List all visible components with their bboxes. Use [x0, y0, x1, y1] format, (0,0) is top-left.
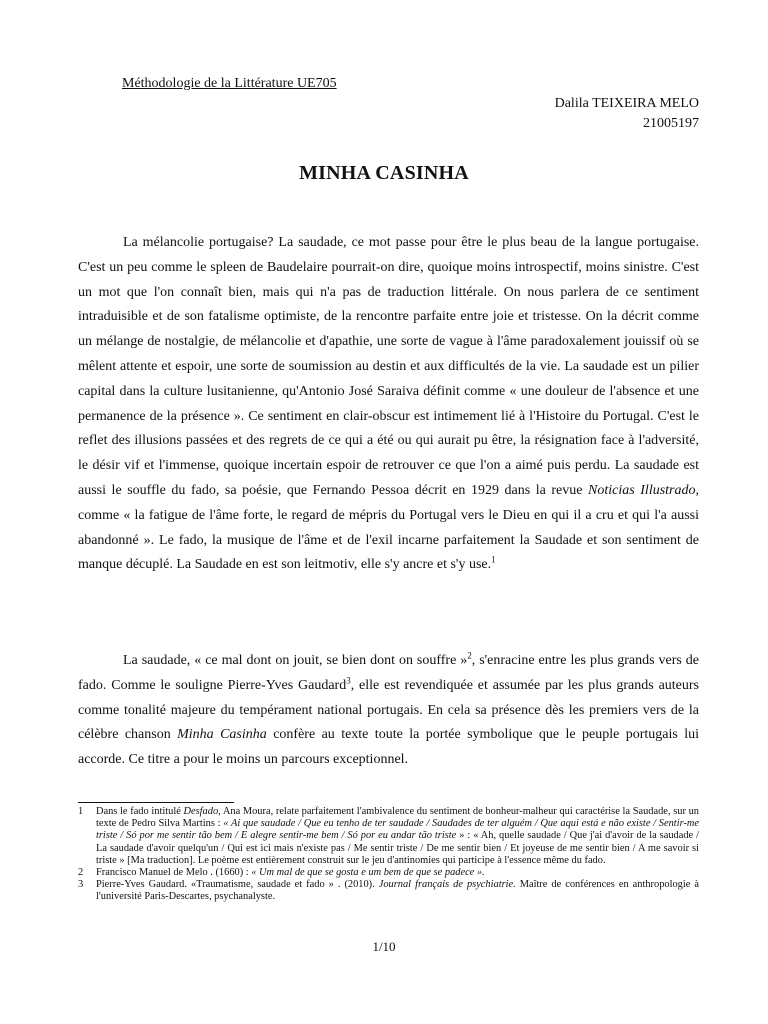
- footnote-number: 2: [78, 867, 84, 879]
- footnote-ref-1: 1: [491, 554, 496, 565]
- document-title: MINHA CASINHA: [299, 162, 469, 184]
- song-title: Minha Casinha: [177, 727, 267, 743]
- paragraph-text: , comme « la fatigue de l'âme forte, le regard de mépris du Portugal vers le Dieu en qui il a cru et qui l'a aussi abandonné ». Le fado, la musique de l'âme et de l'exil incarne parfaitement la Saudade et son sentiment de manque décuplé. La Saudade en est son leitmotiv, elle s'y ancre et s'y use.: [78, 482, 699, 573]
- paragraph-text: , s'enracine entre les plus grands vers de fado. Comme le souligne Pierre-Yves Gaudard: [78, 653, 700, 693]
- footnote-text: Pierre-Yves Gaudard. «Traumatisme, saudade et fado » . (2010). Journal français de psychiatrie. Maître de conférences en anthropologie à l'université Paris-Descartes, psychanalyste.: [96, 879, 699, 903]
- author-block: [555, 94, 699, 134]
- body-paragraph-2: [78, 649, 699, 773]
- paragraph-text: La saudade, « ce mal dont on jouit, se bien dont on souffre »: [123, 653, 468, 668]
- footnote-2: [78, 867, 699, 879]
- footnotes: [78, 806, 699, 904]
- footnote-separator: [78, 802, 234, 803]
- paragraph-text: La mélancolie portugaise? La saudade, ce mot passe pour être le plus beau de la langue portugaise. C'est un peu comme le spleen de Baudelaire pourrait-on dire, quoique moins introspectif, moins sinistre. C'est un mot que l'on connaît bien, mais qui n'a pas de traduction littérale. On nous parlera de ce sentiment intraduisible et de son fatalisme optimiste, de la rencontre parfaite entre joie et tristesse. On la décrit comme un mélange de nostalgie, de mélancolie et d'apathie, une sorte de vague à l'âme paradoxalement jouissif où se mêlent attente et espoir, une sorte de soumission au destin et aux difficultés de la vie. La saudade est un pilier capital dans la culture lusitanienne, qu'Antonio José Saraiva définit comme « une douleur de l'absence et une permanence de la présence ». Ce sentiment en clair-obscur est intimement lié à l'Histoire du Portugal. C'est le reflet des illusions passées et des regrets de ce qui a été ou qui aurait pu être, la résignation face à l'adversité, le désir vif et l'immense, quoique incertain espoir de retrouver ce que l'on a aimé puis perdu. La saudade est aussi le souffle du fado, sa poésie, que Fernando Pessoa décrit en 1929 dans la revue: [78, 235, 699, 498]
- paragraph-text: confère au texte toute la portée symbolique que le peuple portugais lui accorde. Ce titre a pour le moins un parcours exceptionnel.: [78, 727, 700, 768]
- body-paragraph-1: [78, 231, 699, 578]
- page-number: 1/10: [372, 939, 396, 954]
- author-name: Dalila TEIXEIRA MELO: [554, 96, 699, 111]
- footnote-text: Dans le fado intitulé Desfado, Ana Moura, relate parfaitement l'ambivalence du sentiment de bonheur-malheur qui caractérise la Saudade, sur un texte de Pedro Silva Martins : « Ai que saudade / Que eu tenho de ter saudade / Saudades de ter alguém / Que aqui está e não existe / Sentir-me triste / Só por me sentir tão bem / E alegre sentir-me bem / Só por eu andar tão triste » : « Ah, quelle saudade / Que j'ai d'avoir de la saudade / La saudade d'avoir quelqu'un / Qui est ici mais n'existe pas / Me sentir triste / De me sentir bien / Et joyeuse de me sentir bien / A me savoir si triste » [Ma traduction]. Le poème est entièrement construit sur le jeu d'antinomies qui participe à l'essence même du fado.: [96, 806, 699, 866]
- footnote-ref-3: 3: [346, 675, 351, 686]
- course-title: Méthodologie de la Littérature UE705: [122, 76, 337, 91]
- footnote-number: 1: [78, 806, 84, 817]
- paragraph-text: , elle est revendiquée et assumée par les plus grands auteurs comme tonalité majeure du tempérament national portugais. En cela sa présence dès les premiers vers de la célèbre chanson: [78, 677, 699, 743]
- footnote-1: [78, 806, 699, 867]
- footnote-ref-2: 2: [467, 650, 472, 661]
- journal-title: Noticias Illustrado: [588, 482, 696, 498]
- footnote-number: 3: [78, 879, 84, 891]
- footnote-3: [78, 879, 699, 903]
- student-id: 21005197: [643, 116, 699, 131]
- footnote-text: Francisco Manuel de Melo . (1660) : « Um mal de que se gosta e um bem de que se padece ».: [96, 867, 485, 879]
